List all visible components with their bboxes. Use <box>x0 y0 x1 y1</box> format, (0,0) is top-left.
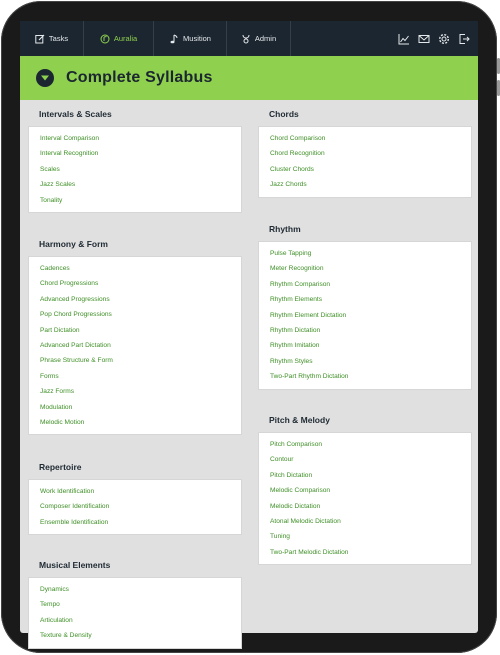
syllabus-link[interactable]: Cadences <box>40 265 70 272</box>
edit-icon <box>35 34 45 44</box>
collapse-toggle[interactable] <box>36 69 54 87</box>
syllabus-link[interactable]: Articulation <box>40 616 73 624</box>
syllabus-link[interactable]: Forms <box>40 372 59 380</box>
section-title: Pitch & Melody <box>269 415 330 425</box>
syllabus-link[interactable]: Dynamics <box>40 586 69 593</box>
section-links <box>28 126 242 213</box>
syllabus-link[interactable]: Scales <box>40 165 60 173</box>
section-title: Chords <box>269 109 299 119</box>
syllabus-link[interactable]: Rhythm Styles <box>270 357 313 365</box>
syllabus-link[interactable]: Pitch Dictation <box>270 471 313 479</box>
auralia-icon <box>100 34 110 44</box>
section-pitch-melody <box>258 408 472 565</box>
syllabus-banner <box>20 56 478 100</box>
syllabus-link[interactable]: Pop Chord Progressions <box>40 311 112 319</box>
syllabus-link[interactable]: Two-Part Melodic Dictation <box>270 548 349 556</box>
syllabus-link[interactable]: Pulse Tapping <box>270 250 312 257</box>
syllabus-link[interactable]: Melodic Comparison <box>270 487 331 495</box>
gear-icon[interactable] <box>438 33 450 45</box>
syllabus-link[interactable]: Interval Comparison <box>40 135 100 142</box>
section-title: Repertoire <box>39 462 82 472</box>
section-links <box>28 577 242 649</box>
toolbar-icons <box>398 21 470 56</box>
section-title: Harmony & Form <box>39 239 108 249</box>
logout-icon[interactable] <box>458 33 470 45</box>
nav-musition-label: Musition <box>183 34 211 43</box>
admin-icon <box>241 34 251 44</box>
syllabus-link[interactable]: Contour <box>270 456 294 464</box>
section-chords <box>258 102 472 198</box>
syllabus-link[interactable]: Work Identification <box>40 488 95 495</box>
syllabus-link[interactable]: Rhythm Imitation <box>270 342 320 350</box>
mail-icon[interactable] <box>418 33 430 45</box>
section-repertoire <box>28 455 242 535</box>
syllabus-link[interactable]: Modulation <box>40 403 73 411</box>
syllabus-link[interactable]: Part Dictation <box>40 326 80 334</box>
page-title: Complete Syllabus <box>66 69 213 86</box>
syllabus-link[interactable]: Rhythm Comparison <box>270 280 331 288</box>
section-intervals-scales <box>28 102 242 213</box>
syllabus-link[interactable]: Rhythm Dictation <box>270 326 321 334</box>
syllabus-link[interactable]: Jazz Chords <box>270 181 307 189</box>
syllabus-link[interactable]: Melodic Dictation <box>270 502 321 510</box>
syllabus-link[interactable]: Composer Identification <box>40 503 110 511</box>
section-musical-elements <box>28 553 242 649</box>
syllabus-link[interactable]: Pitch Comparison <box>270 441 323 448</box>
syllabus-link[interactable]: Melodic Motion <box>40 418 85 426</box>
syllabus-link[interactable]: Tempo <box>40 601 60 609</box>
syllabus-link[interactable]: Rhythm Elements <box>270 296 323 304</box>
nav-admin-label: Admin <box>254 34 277 43</box>
section-harmony-form <box>28 232 242 435</box>
section-rhythm <box>258 217 472 390</box>
syllabus-link[interactable]: Texture & Density <box>40 632 92 640</box>
syllabus-link[interactable]: Advanced Progressions <box>40 295 110 303</box>
syllabus-link[interactable]: Chord Recognition <box>270 150 325 158</box>
syllabus-link[interactable]: Atonal Melodic Dictation <box>270 517 341 525</box>
syllabus-link[interactable]: Jazz Scales <box>40 181 76 189</box>
syllabus-link[interactable]: Cluster Chords <box>270 165 314 173</box>
syllabus-link[interactable]: Two-Part Rhythm Dictation <box>270 373 349 381</box>
syllabus-link[interactable]: Chord Comparison <box>270 135 326 142</box>
section-title: Musical Elements <box>39 560 111 570</box>
syllabus-link[interactable]: Tuning <box>270 533 290 541</box>
section-links <box>28 479 242 535</box>
syllabus-link[interactable]: Tonality <box>40 196 63 204</box>
chevron-down-icon <box>40 69 50 87</box>
section-title: Rhythm <box>269 224 301 234</box>
syllabus-link[interactable]: Chord Progressions <box>40 280 99 288</box>
chart-icon[interactable] <box>398 33 410 45</box>
syllabus-link[interactable]: Meter Recognition <box>270 265 324 273</box>
syllabus-link[interactable]: Jazz Forms <box>40 388 75 396</box>
syllabus-link[interactable]: Advanced Part Dictation <box>40 341 111 349</box>
nav-tasks[interactable] <box>20 21 84 56</box>
nav-tasks-label: Tasks <box>48 34 69 43</box>
nav-musition[interactable] <box>154 21 227 56</box>
note-icon <box>169 34 179 44</box>
syllabus-link[interactable]: Ensemble Identification <box>40 518 109 526</box>
nav-admin[interactable] <box>227 21 291 56</box>
syllabus-link[interactable]: Interval Recognition <box>40 150 99 158</box>
nav-auralia-label: Auralia <box>113 34 138 43</box>
syllabus-link[interactable]: Rhythm Element Dictation <box>270 311 347 319</box>
section-links <box>258 126 472 198</box>
section-links <box>28 256 242 435</box>
section-links <box>258 241 472 390</box>
section-title: Intervals & Scales <box>39 109 112 119</box>
top-nav-bar <box>20 21 478 56</box>
syllabus-link[interactable]: Phrase Structure & Form <box>40 357 113 365</box>
section-links <box>258 432 472 565</box>
app-screen <box>20 21 478 640</box>
nav-auralia[interactable] <box>84 21 154 56</box>
